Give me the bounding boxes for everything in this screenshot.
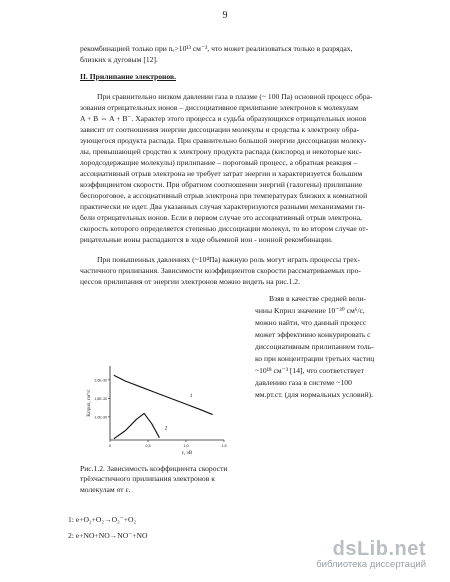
- text-line: При сравнительно низком давлении газа в плазме (~ 100 Па) основной процесс обра-: [97, 92, 373, 101]
- text-line: коэффициентом скорости. При обратном соотношении энергий (галогены) прилипание: [80, 180, 363, 189]
- text-line: ~10¹⁸ см⁻³ [14], что соответствует: [255, 366, 364, 375]
- x-tick-label: 0: [108, 444, 112, 448]
- watermark-logo: dsLib.net: [332, 538, 426, 560]
- text-line: A + B ⇔ A + B⁻. Характер этого процесса и судьба образующихся отрицательных ионов: [80, 114, 367, 123]
- x-axis-label: ε, эВ: [181, 450, 193, 456]
- text-line: мм.рт.ст. (для нормальных условий).: [255, 390, 374, 399]
- page-number: 9: [222, 10, 228, 21]
- series-line-1: [114, 375, 213, 414]
- section-heading: II. Прилипание электронов.: [80, 72, 177, 81]
- y-tick-label: 1,0E-30: [94, 415, 107, 420]
- text-line: зующегося продукта распада. При сравнительно большой энергии диссоциации молеку-: [80, 136, 367, 145]
- text-line: скорость которого определяется степенью диссоциации молекул, то во втором случае от-: [80, 224, 369, 233]
- watermark: [316, 538, 426, 570]
- text-line: можно найти, что данный процесс: [255, 318, 367, 327]
- watermark-subtitle: библиотека диссертаций: [316, 559, 426, 570]
- text-line: зования отрицательных ионов – диссоциативное прилипание электронов к молекулам: [80, 103, 359, 112]
- x-tick-label: 1,0: [183, 444, 189, 448]
- text-line: ко при концентрации третьих частиц: [255, 354, 375, 363]
- y-axis-label: Kприл, см⁶/с: [87, 389, 92, 417]
- text-line: частичного прилипания. Зависимости коэффициентов скорости рассматриваемых про-: [80, 266, 361, 275]
- text-line: При повышенных давлениях (~10⁴Па) важную роль могут играть процессы трех-: [97, 255, 360, 264]
- text-line: ассоциативный отрыв электрона не требует затрат энергии и характеризуется большим: [80, 169, 363, 178]
- series-line-2: [114, 413, 160, 438]
- text-line: рекомбинацией только при nₑ>10¹³ см⁻³, что может реализоваться только в разрядах,: [80, 44, 353, 53]
- text-line: зависит от соотношения энергии диссоциации молекулы и сродства к электрону обра-: [80, 125, 360, 134]
- text-line: лородсодержащие молекулы) прилипание – пороговый процесс, а обратная реакция –: [80, 158, 358, 167]
- series-label-2: 2: [164, 425, 168, 432]
- text-line: Взяв в качестве средней вели-: [269, 294, 367, 303]
- text-line: диссоциативным прилипанием толь-: [255, 342, 374, 351]
- x-tick-label: 0,5: [145, 444, 151, 448]
- text-line: беспороговое, а ассоциативный отрыв электрона при температурах близких к комнатной: [80, 191, 368, 200]
- attachment-rate-chart: [82, 358, 232, 458]
- reaction-formula-2: 2: e+NO+NO→NO⁻+NO: [68, 531, 148, 540]
- text-line: бели отрицательных ионов. Если в первом случае это ассоциативный отрыв электрона,: [80, 213, 362, 222]
- x-tick-label: 1,5: [221, 444, 227, 448]
- text-line: цессов прилипания от энергии электронов можно видеть на рис.1.2.: [80, 277, 300, 286]
- y-tick-label: 2,6E-30: [94, 378, 107, 383]
- text-line: может эффективно конкурировать с: [255, 330, 371, 339]
- reaction-formula-1: 1: e+O₂+O₂→O₂⁻+O₂: [68, 515, 137, 524]
- text-line: близких к дуговым [12].: [80, 55, 158, 64]
- y-tick-label: 1,8E-30: [94, 396, 107, 401]
- text-line: рицательные ионы распадаются в ходе объемной ион - ионной рекомбинации.: [80, 235, 333, 244]
- text-line: лы, превышающей сродство к электрону продукта распада (кислород и некоторые кис-: [80, 147, 362, 156]
- text-line: практически не идет. Два указанных случая характеризуются разными механизмами ги-: [80, 202, 365, 211]
- figure-caption: Рис.1.2. Зависимость коэффициента скорости трёхчастичного прилипания электронов к молекулам от ε.: [80, 464, 228, 494]
- series-label-1: 1: [189, 393, 193, 400]
- text-line: чины Kприл значение 10⁻³⁰ см⁶/с,: [255, 306, 365, 315]
- text-line: давлению газа в системе ~100: [255, 378, 352, 387]
